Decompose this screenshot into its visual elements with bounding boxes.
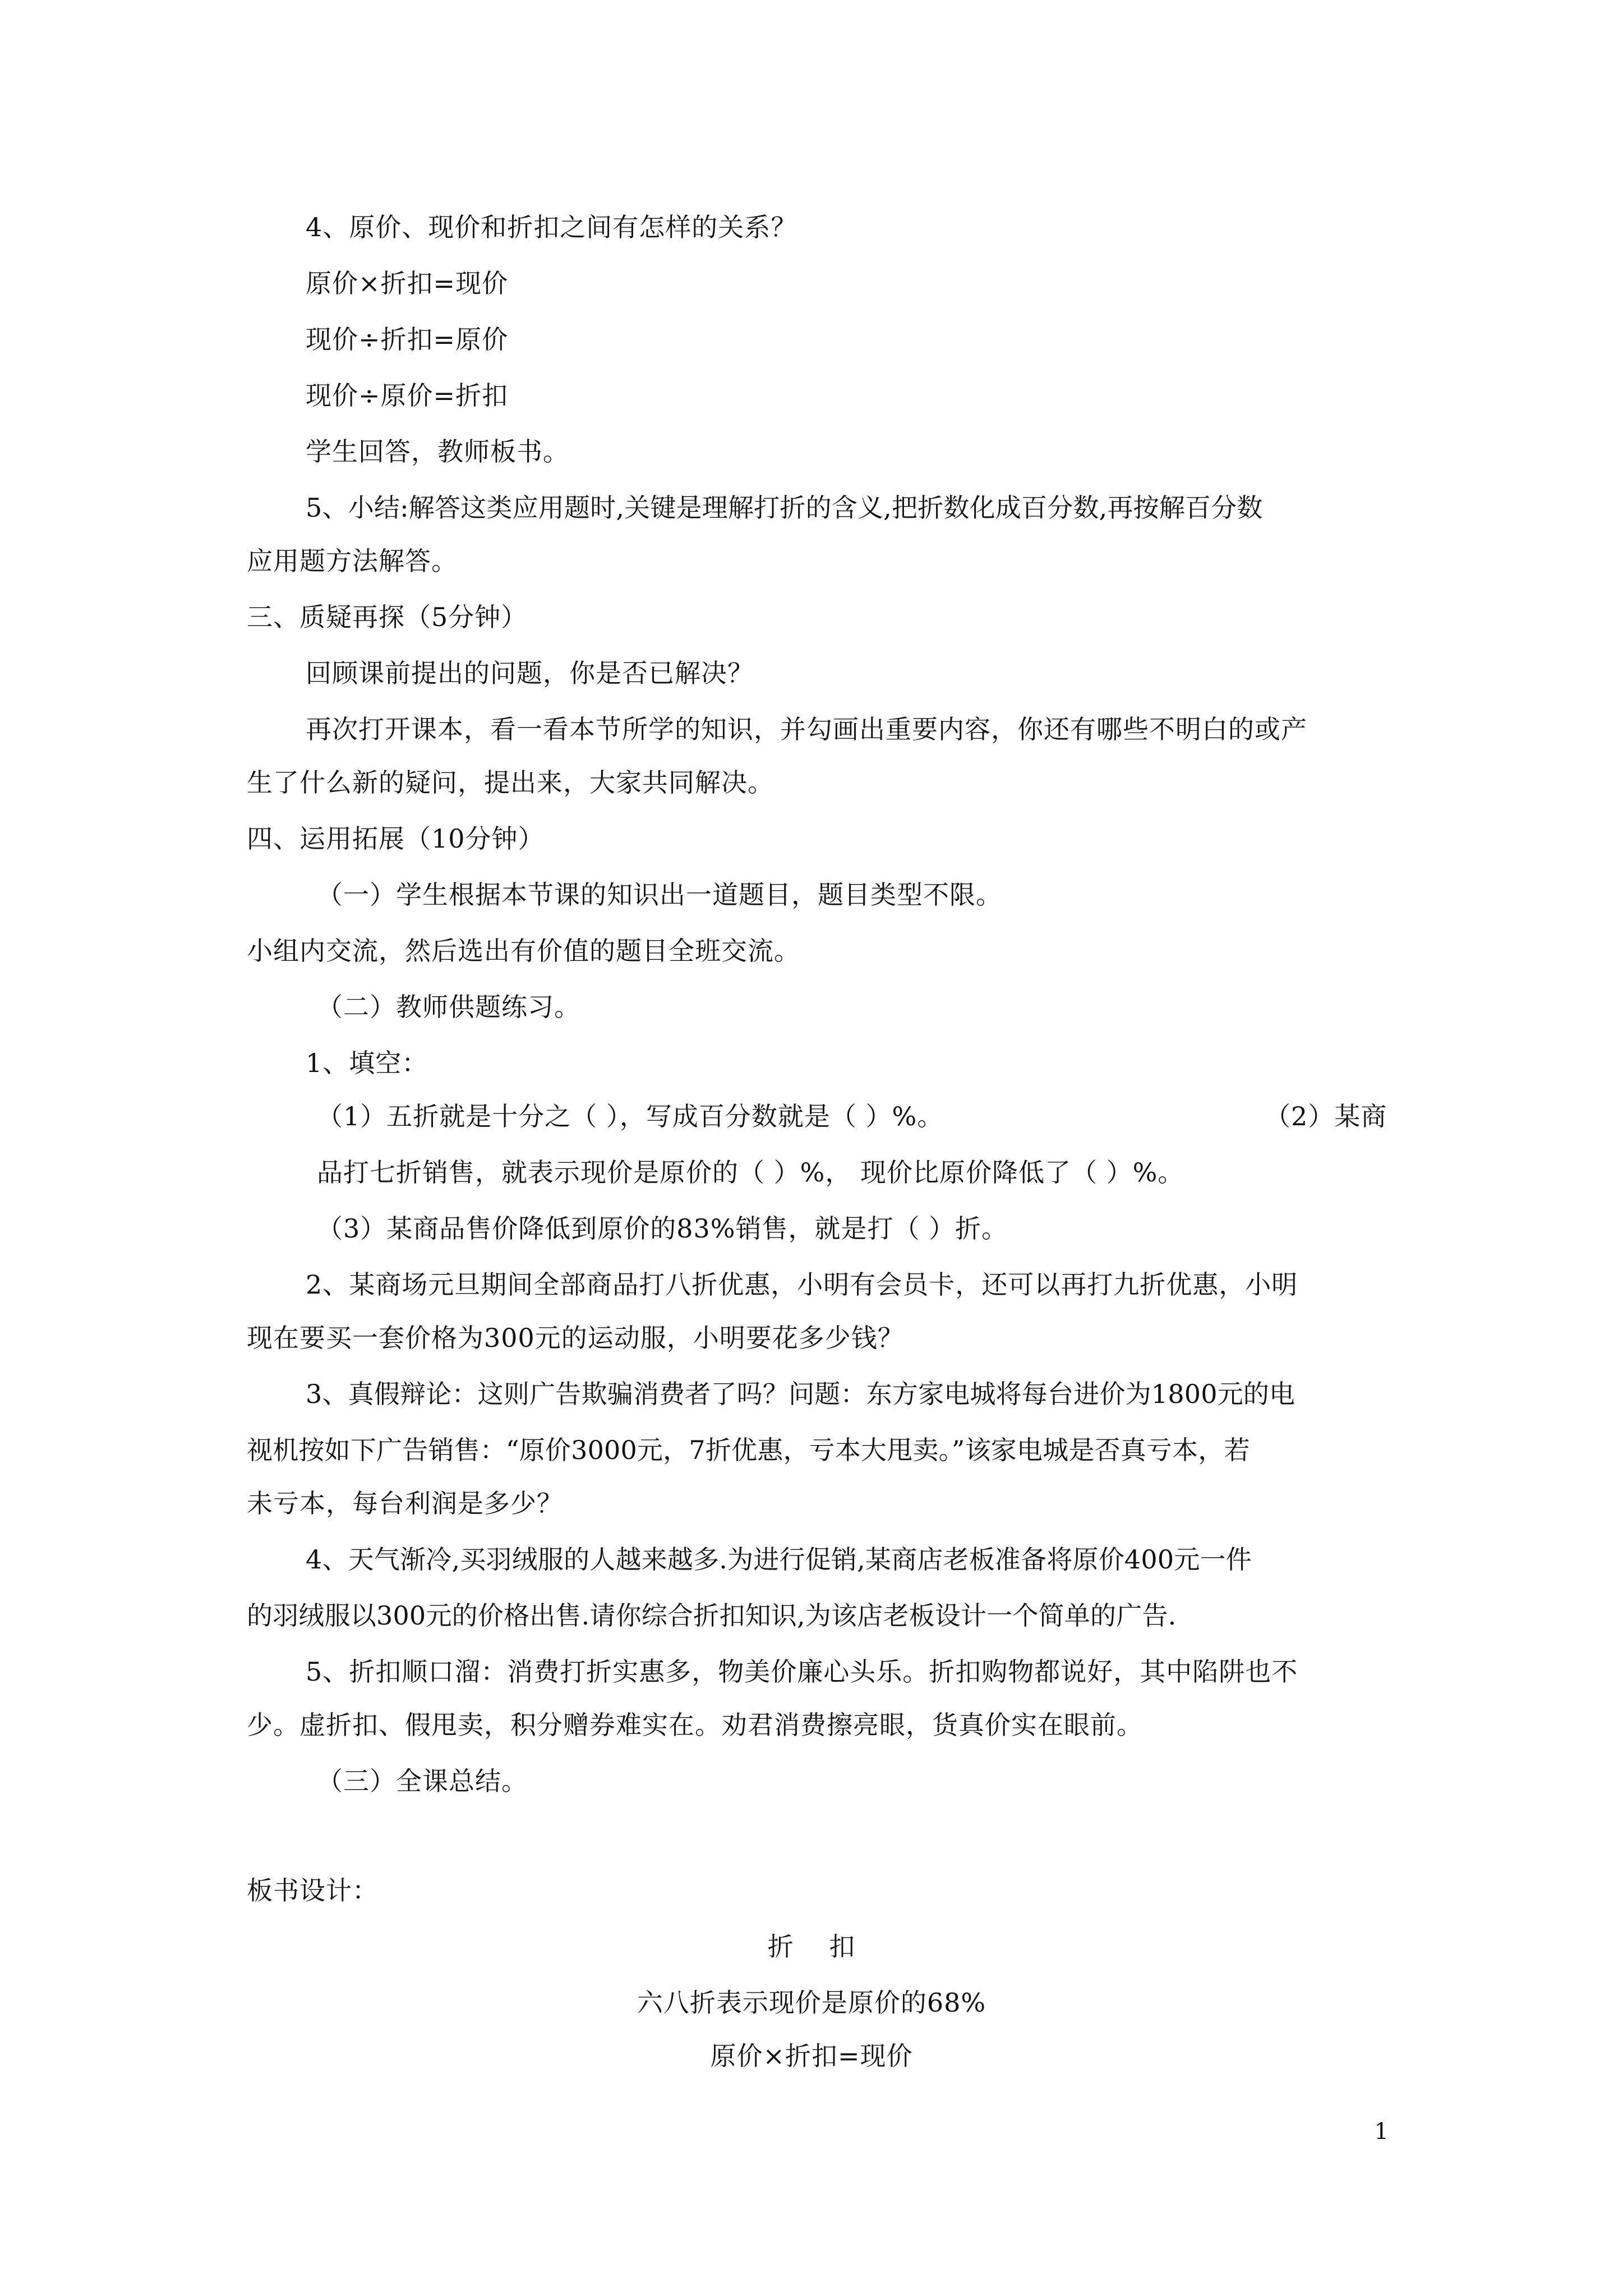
board-line-1: 六八折表示现价是原价的68% [637,1987,986,2018]
board-design-label: 板书设计： [247,1875,379,1906]
question-2-line-1: 2、某商场元旦期间全部商品打八折优惠，小明有会员卡，还可以再打九折优惠，小明 [306,1269,1298,1300]
fill-blank-item-3: （3）某商品售价降低到原价的83%销售，就是打（ ）折。 [317,1213,1008,1244]
group-exchange-note: 小组内交流，然后选出有价值的题目全班交流。 [247,936,800,966]
question-4-line-1: 4、天气渐冷,买羽绒服的人越来越多.为进行促销,某商店老板准备将原价400元一件 [306,1544,1252,1575]
question-4-line-2: 的羽绒服以300元的价格出售.请你综合折扣知识,为该店老板设计一个简单的广告. [247,1600,1177,1631]
part-2-heading: （二）教师供题练习。 [317,992,580,1022]
formula-current-div-original: 现价÷原价=折扣 [306,380,509,411]
fill-blank-item-2-cont: 品打七折销售，就表示现价是原价的（ ）%， 现价比原价降低了（ ）%。 [317,1157,1184,1188]
question-2-line-2: 现在要买一套价格为300元的运动服，小明要花多少钱？ [247,1323,904,1353]
section-3-heading: 三、质疑再探（5分钟） [247,602,528,632]
review-question: 回顾课前提出的问题，你是否已解决？ [306,658,754,688]
fill-blank-heading: 1、填空： [306,1048,428,1078]
question-4-heading: 4、原价、现价和折扣之间有怎样的关系？ [306,212,797,242]
question-3-line-2: 视机按如下广告销售：“原价3000元，7折优惠，亏本大甩卖。”该家电城是否真亏本，若 [247,1435,1250,1465]
part-1-instruction: （一）学生根据本节课的知识出一道题目，题目类型不限。 [317,880,1002,910]
formula-current-div-discount: 现价÷折扣=原价 [306,324,509,355]
rhyme-line-1: 5、折扣顺口溜：消费打折实惠多，物美价廉心头乐。折扣购物都说好，其中陷阱也不 [306,1657,1298,1687]
fill-blank-item-2-start: （2）某商 [1265,1101,1387,1131]
question-3-line-1: 3、真假辩论：这则广告欺骗消费者了吗？问题：东方家电城将每台进价为1800元的电 [306,1379,1295,1409]
section-4-heading: 四、运用拓展（10分钟） [247,823,545,854]
page-number: 1 [1374,2119,1389,2145]
question-3-line-3: 未亏本，每台利润是多少？ [247,1488,563,1519]
fill-blank-item-1: （1）五折就是十分之（ ），写成百分数就是（ ）%。 [317,1101,944,1131]
summary-line-1: 5、小结:解答这类应用题时,关键是理解打折的含义,把折数化成百分数,再按解百分数 [306,493,1263,523]
reopen-textbook-line-2: 生了什么新的疑问，提出来，大家共同解决。 [247,767,774,798]
student-answer-note: 学生回答，教师板书。 [306,436,569,467]
board-line-2: 原价×折扣=现价 [710,2041,913,2071]
rhyme-line-2: 少。虚折扣、假甩卖，积分赠券难实在。劝君消费擦亮眼，货真价实在眼前。 [247,1710,1143,1740]
part-3-heading: （三）全课总结。 [317,1766,528,1796]
board-title: 折 扣 [767,1931,856,1962]
formula-original-times-discount: 原价×折扣=现价 [306,268,509,298]
reopen-textbook-line-1: 再次打开课本，看一看本节所学的知识，并勾画出重要内容，你还有哪些不明白的或产 [306,714,1307,744]
summary-line-2: 应用题方法解答。 [247,546,458,576]
